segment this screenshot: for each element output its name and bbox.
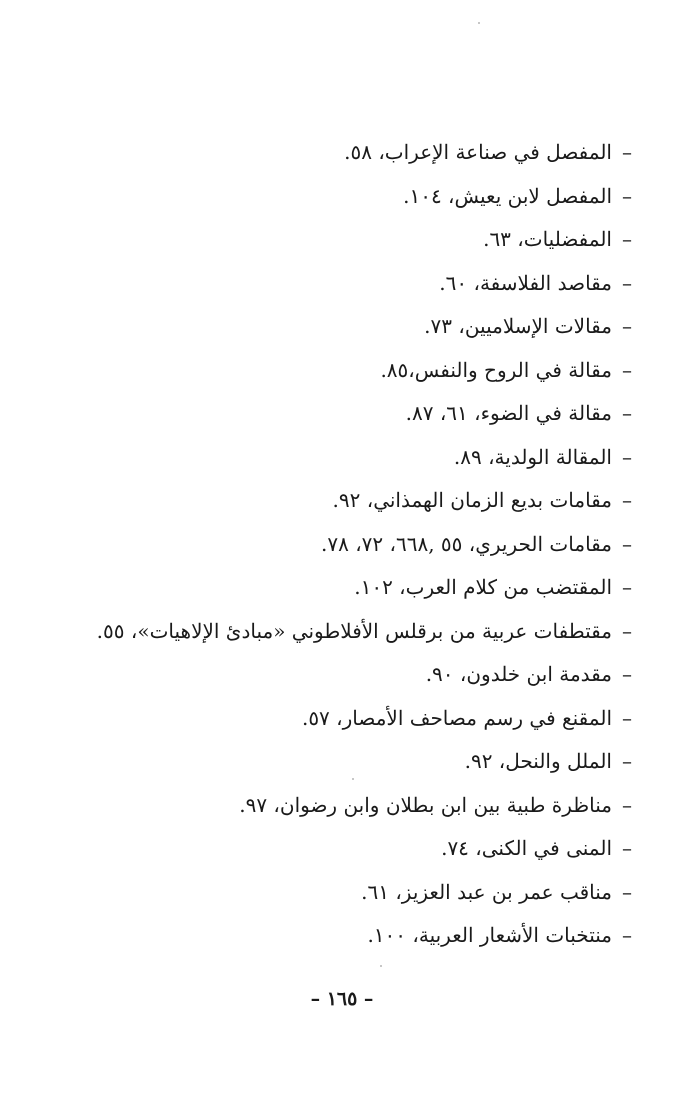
- index-entry: [72, 436, 632, 480]
- entry-dash: –: [622, 444, 632, 469]
- entry-dash: –: [622, 488, 632, 512]
- index-entry: [72, 697, 632, 741]
- entry-text: منتخبات الأشعار العربية، ١٠٠.: [367, 923, 612, 947]
- entry-dash: –: [622, 531, 632, 556]
- entry-text: مقاصد الفلاسفة، ٦٠.: [439, 270, 612, 295]
- index-entry: [72, 218, 632, 262]
- index-entry: [72, 566, 632, 610]
- entry-dash: –: [622, 618, 632, 643]
- entry-text: المفضليات، ٦٣.: [483, 227, 612, 251]
- index-entry: [72, 131, 632, 175]
- entry-text: المفصل في صناعة الإعراب، ٥٨.: [344, 140, 612, 164]
- index-entry: [72, 262, 632, 306]
- scan-speck: [352, 778, 354, 780]
- index-entry: [72, 349, 632, 393]
- index-entry: [72, 784, 632, 828]
- entry-dash: –: [622, 227, 632, 251]
- entry-dash: –: [622, 357, 632, 382]
- index-entry: [72, 523, 632, 567]
- entry-dash: –: [622, 879, 632, 904]
- entry-dash: –: [622, 923, 632, 947]
- index-entry: [72, 827, 632, 871]
- entry-dash: –: [622, 270, 632, 295]
- entry-text: الملل والنحل، ٩٢.: [464, 749, 612, 773]
- index-entry: [72, 305, 632, 349]
- entry-dash: –: [622, 662, 632, 686]
- scan-speck: [478, 22, 480, 24]
- index-entry: [72, 740, 632, 784]
- index-entry: [72, 479, 632, 523]
- entry-text: مقالة في الروح والنفس،٨٥.: [380, 357, 612, 382]
- entry-text: مقالات الإسلاميين، ٧٣.: [424, 314, 612, 338]
- entry-text: المقالة الولدية، ٨٩.: [453, 444, 612, 469]
- entry-text: مقامات الحريري، ٥٥ ,٦٦٨، ٧٢، ٧٨.: [321, 531, 612, 556]
- entry-dash: –: [622, 314, 632, 338]
- entry-dash: –: [622, 792, 632, 817]
- entry-dash: –: [622, 749, 632, 773]
- entry-text: مقامات بديع الزمان الهمذاني، ٩٢.: [332, 488, 612, 512]
- page-number: – ١٦٥ –: [310, 988, 374, 1010]
- index-list: [72, 131, 632, 958]
- entry-text: مناظرة طبية بين ابن بطلان وابن رضوان، ٩٧.: [239, 792, 612, 817]
- entry-text: مقدمة ابن خلدون، ٩٠.: [425, 662, 612, 686]
- index-entry: [72, 871, 632, 915]
- index-entry: [72, 610, 632, 654]
- entry-text: مقالة في الضوء، ٦١، ٨٧.: [405, 401, 612, 425]
- entry-text: المقنع في رسم مصاحف الأمصار، ٥٧.: [301, 705, 612, 730]
- entry-dash: –: [622, 183, 632, 208]
- index-entry: [72, 175, 632, 219]
- entry-text: مناقب عمر بن عبد العزيز، ٦١.: [361, 879, 612, 904]
- entry-text: المفصل لابن يعيش، ١٠٤.: [403, 183, 612, 208]
- entry-text: المقتضب من كلام العرب، ١٠٢.: [354, 575, 612, 599]
- entry-text: مقتطفات عربية من برقلس الأفلاطوني «مبادئ الإلاهيات»، ٥٥.: [96, 618, 612, 643]
- entry-dash: –: [622, 401, 632, 425]
- index-entry: [72, 653, 632, 697]
- entry-dash: –: [622, 140, 632, 164]
- index-entry: [72, 914, 632, 958]
- entry-text: المنى في الكنى، ٧٤.: [441, 836, 612, 860]
- entry-dash: –: [622, 705, 632, 730]
- index-entry: [72, 392, 632, 436]
- entry-dash: –: [622, 575, 632, 599]
- entry-dash: –: [622, 836, 632, 860]
- scan-speck: [380, 965, 382, 967]
